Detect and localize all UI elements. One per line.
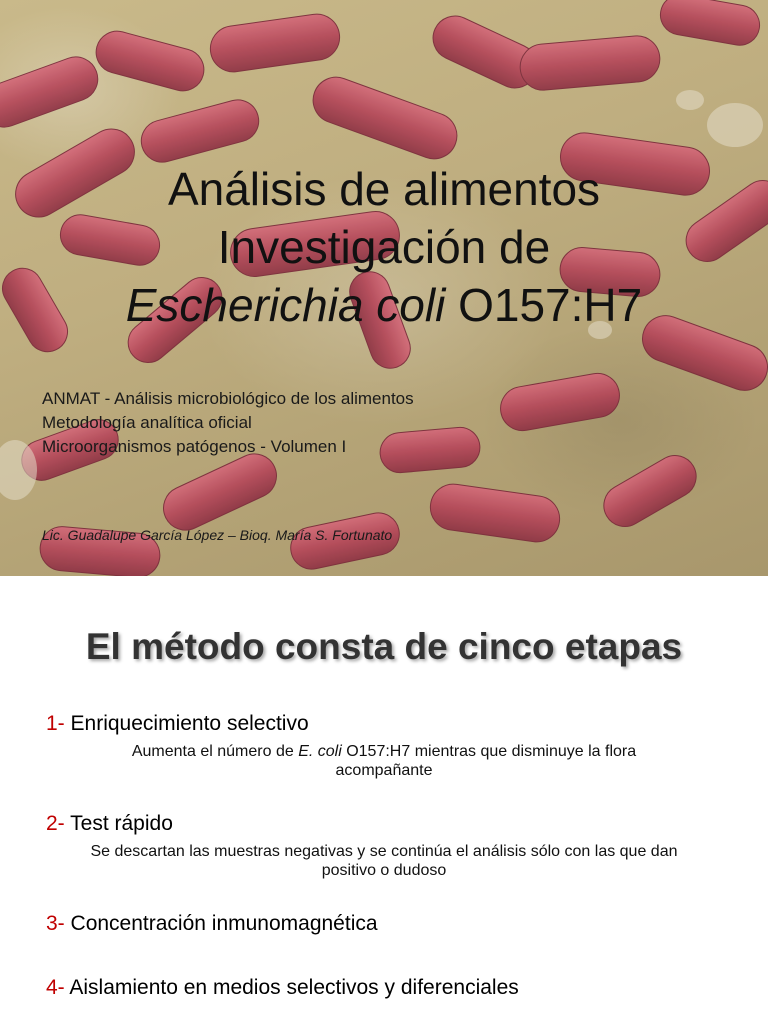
- step-description-text: O157:H7 mientras que disminuye la flora: [341, 743, 637, 760]
- cover-title-serotype: O157:H7: [458, 279, 643, 331]
- step-description-species: E. coli: [298, 743, 342, 760]
- steps-slide: [0, 576, 768, 1024]
- step-label: Concentración inmunomagnética: [70, 912, 378, 935]
- step-number: 4-: [46, 976, 65, 999]
- step-heading: [46, 712, 768, 736]
- steps-title: El método consta de cinco etapas: [85, 626, 683, 667]
- cover-title-species: Escherichia coli: [125, 279, 446, 331]
- step-4: [0, 976, 768, 1000]
- step-label: Test rápido: [70, 812, 173, 835]
- cover-title-line-1: Análisis de alimentos: [167, 163, 601, 215]
- step-number: 1-: [46, 712, 65, 735]
- step-description: [0, 842, 768, 880]
- step-description: [0, 742, 768, 780]
- step-number: 2-: [46, 812, 65, 835]
- cover-title: [0, 160, 768, 334]
- step-label: Enriquecimiento selectivo: [70, 712, 309, 735]
- step-number: 3-: [46, 912, 65, 935]
- step-heading: [46, 812, 768, 836]
- step-heading: [46, 976, 768, 1000]
- cover-title-line-2: Investigación de: [217, 221, 551, 273]
- step-description-line: Se descartan las muestras negativas y se continúa el análisis sólo con las que dan: [90, 843, 678, 860]
- step-description-line: positivo o dudoso: [321, 862, 447, 879]
- cover-meta: [42, 387, 414, 459]
- step-description-line: acompañante: [335, 762, 433, 779]
- step-heading: [46, 912, 768, 936]
- cover-title-line-3: [0, 276, 768, 334]
- step-label: Aislamiento en medios selectivos y diferenciales: [69, 976, 519, 999]
- step-3: [0, 912, 768, 936]
- cover-meta-line: Microorganismos patógenos - Volumen I: [42, 437, 347, 456]
- cover-meta-line: ANMAT - Análisis microbiológico de los alimentos: [42, 389, 414, 408]
- cover-meta-line: Metodología analítica oficial: [42, 413, 252, 432]
- step-description-text: Aumenta el número de: [131, 743, 299, 760]
- cover-authors: Lic. Guadalupe García López – Bioq. María S. Fortunato: [42, 527, 393, 543]
- step-1: [0, 712, 768, 780]
- step-description-line: [0, 742, 768, 761]
- step-2: [0, 812, 768, 880]
